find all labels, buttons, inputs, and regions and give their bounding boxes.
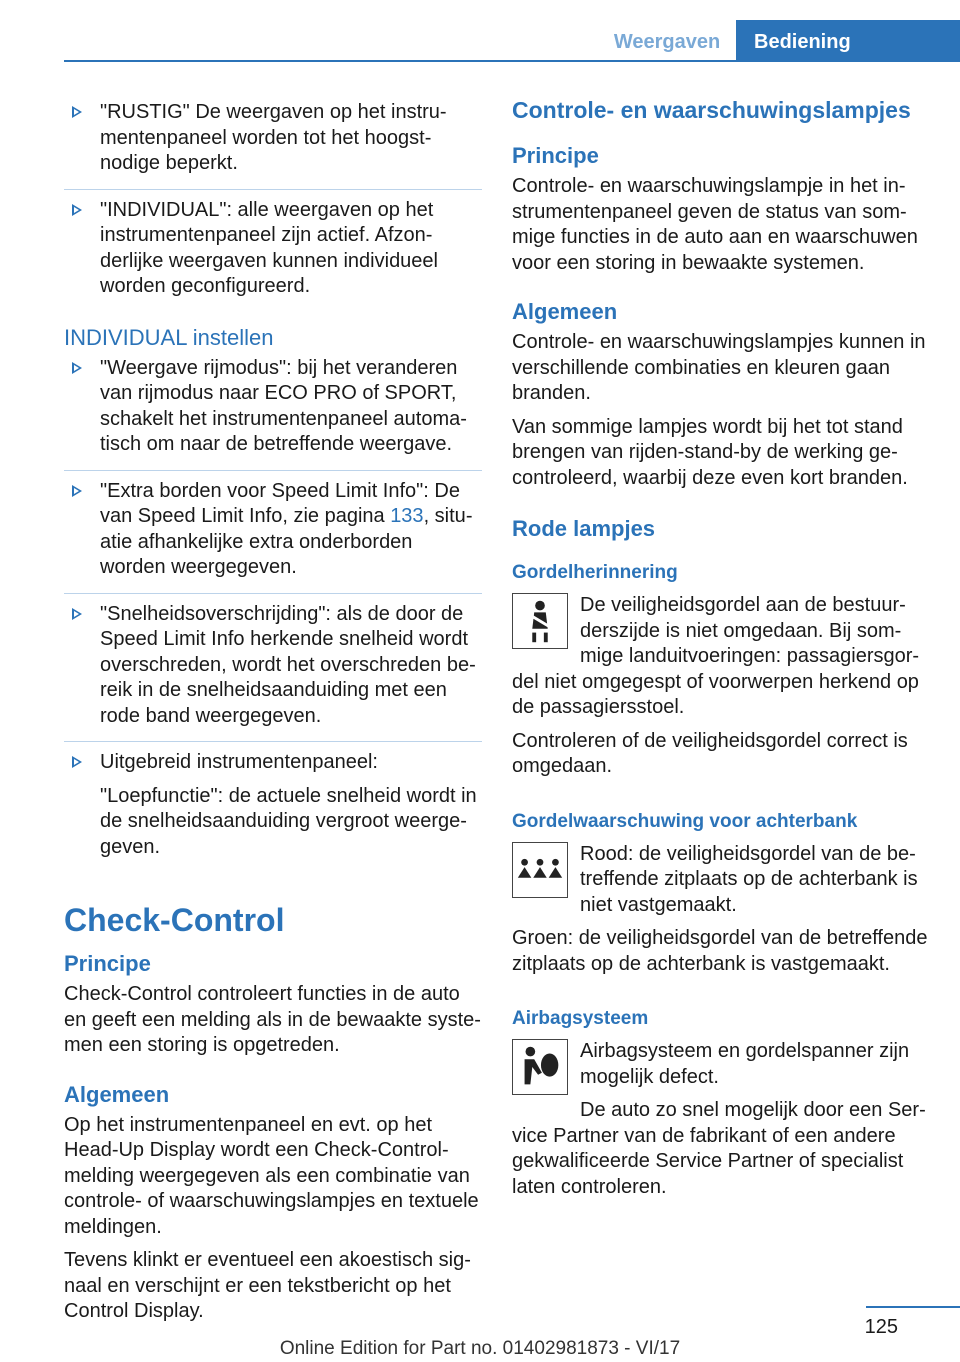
divider [64,470,482,471]
paragraph: Tevens klinkt er eventueel een akoestisch signaal en verschijnt er een tekstbericht op het Control Display. [64,1249,471,1322]
paragraph: Check-Control controleert functies in de auto en geeft een melding als in de bewaakte systemen een storing is opgetreden. [64,983,481,1056]
page-number: 125 [864,1316,898,1338]
divider [64,593,482,594]
subsection-heading: Gordelherinnering [512,562,678,583]
edition-footer: Online Edition for Part no. 01402981873 - VI/17 [279,1338,681,1359]
page-header [0,0,960,62]
tab-bediening[interactable]: Bediening [736,20,960,60]
tab-weergaven[interactable]: Weergaven [613,31,721,53]
section-heading: Algemeen [64,1081,170,1107]
paragraph: Controle- en waarschuwingslampje in het instrumentenpaneel geven de status van sommige functies in de auto aan en waarschuwen voor een storing in bewaakte systemen. [512,175,918,274]
right-column [512,96,930,1208]
triangle-bullet-icon [72,485,82,497]
section-heading: Principe [64,951,151,976]
list-item: Uitgebreid instrumentenpaneel: "Loepfunctie": de actuele snelheid wordt in de snelheidsaanduiding vergroot weergegeven. [64,750,482,860]
airbag-icon [512,1039,568,1095]
list-item: "Weergave rijmodus": bij het veranderen van rijmodus naar ECO PRO of SPORT, schakelt het instrumentenpaneel automatisch om naar de betreffende weergave. [64,356,482,458]
list-item: "Snelheidsoverschrijding": als de door de Speed Limit Info herkende snelheid wordt overschreden, wordt het overschreden bereik in de snelheidsaanduiding met een rode band weergegeven. [64,602,482,730]
section-heading: Rode lampjes [512,516,656,541]
paragraph: Op het instrumentenpaneel en evt. op het Head-Up Display wordt een Check-Control-melding weergegeven als een combinatie van controle- of waarschuwingslampjes en textuele meldingen. [64,1113,479,1238]
list-item: "RUSTIG" De weergaven op het instrumentenpaneel worden tot het hoogstnodige beperkt. [64,100,482,177]
header-rule [64,60,960,62]
subsection-heading: Gordelwaarschuwing voor achterbank [512,810,858,832]
seatbelt-reminder-icon [512,593,568,649]
section-heading: Principe [512,143,599,168]
divider [64,189,482,190]
rear-seatbelt-icon [512,842,568,898]
triangle-bullet-icon [72,204,82,216]
icon-paragraph: Rood: de veiligheidsgordel van de betreffende zitplaats op de achterbank is niet vastgemaakt. [512,842,930,919]
paragraph: Groen: de veiligheidsgordel van de betreffende zitplaats op de achterbank is vastgemaakt. [512,927,928,975]
icon-paragraph: Airbagsysteem en gordelspanner zijn mogelijk defect. De auto zo snel mogelijk door een Service Partner van de fabrikant of een andere gekwalificeerde Service Partner of specialist laten controleren. [512,1040,926,1198]
triangle-bullet-icon [72,362,82,374]
triangle-bullet-icon [72,106,82,118]
page-link[interactable]: 133 [390,505,424,527]
section-title: Controle- en waarschuwingslampjes [512,97,911,123]
divider [64,741,482,742]
paragraph: Van sommige lampjes wordt bij het tot stand brengen van rijden-stand-by de werking gecontroleerd, waarbij deze even kort branden. [512,415,908,489]
section-heading: INDIVIDUAL instellen [64,324,274,350]
icon-paragraph: De veiligheidsgordel aan de bestuurderszijde is niet omgedaan. Bij sommige landuitvoeringen: passagiersgordel niet omgegespt of voorwerpen herkend op de passagiersstoel. [512,594,920,718]
triangle-bullet-icon [72,608,82,620]
triangle-bullet-icon [72,756,82,768]
footer-rule [866,1306,960,1308]
left-column [64,96,482,1333]
list-item: "Extra borden voor Speed Limit Info": De van Speed Limit Info, zie pagina 133, situatie afhankelijke extra onderborden worden weergegeven. [64,479,482,581]
section-heading: Algemeen [512,299,618,324]
list-item: "INDIVIDUAL": alle weergaven op het instrumentenpaneel zijn actief. Afzonderlijke weergaven kunnen individueel worden geconfigureerd. [64,198,482,300]
paragraph: Controle- en waarschuwingslampjes kunnen in verschillende combinaties en kleuren gaan branden. [512,331,926,404]
chapter-title: Check-Control [64,902,285,938]
subsection-heading: Airbagsysteem [512,1008,649,1029]
paragraph: Controleren of de veiligheidsgordel correct is omgedaan. [512,729,908,777]
